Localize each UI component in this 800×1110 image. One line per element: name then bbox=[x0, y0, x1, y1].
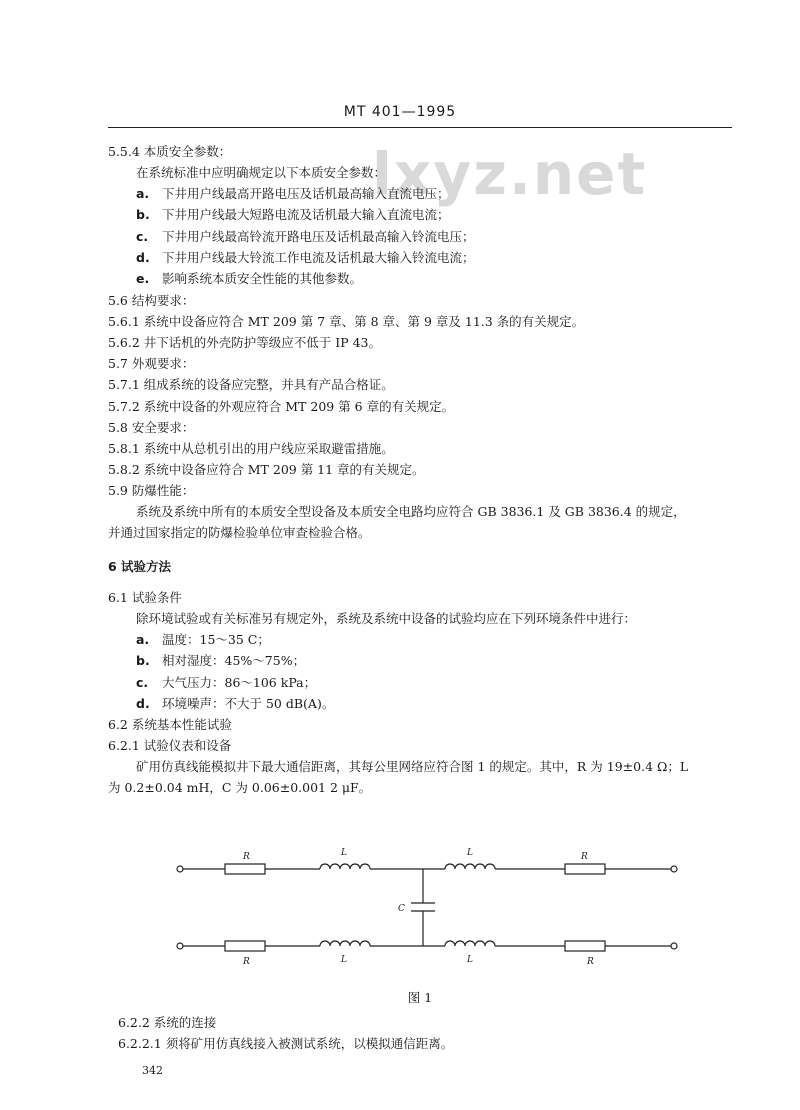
section-6-1-intro: 除环境试验或有关标准另有规定外，系统及系统中设备的试验均应在下列环境条件中进行： bbox=[136, 611, 637, 626]
list-item-text: 温度：15～35 C； bbox=[162, 632, 270, 647]
label-l-top-right: L bbox=[467, 848, 473, 858]
resistor-top-right bbox=[565, 864, 605, 874]
list-item-label: b. bbox=[136, 653, 150, 668]
terminal-bottom-right bbox=[671, 943, 677, 949]
section-5-8-heading: 5.8 安全要求： bbox=[108, 420, 195, 435]
section-5-8-1: 5.8.1 系统中从总机引出的用户线应采取避雷措施。 bbox=[108, 441, 394, 456]
section-6-2-1-heading: 6.2.1 试验仪表和设备 bbox=[108, 738, 232, 753]
list-item-text: 下井用户线最高开路电压及话机最高输入直流电压； bbox=[162, 186, 450, 201]
list-item bbox=[136, 249, 475, 267]
resistor-top-left bbox=[225, 864, 265, 874]
section-5-9-paragraph-line-2: 并通过国家指定的防爆检验单位审查检验合格。 bbox=[108, 525, 371, 540]
standard-code-header: MT 401—1995 bbox=[343, 104, 457, 120]
list-item-text: 环境噪声：不大于 50 dB(A)。 bbox=[162, 696, 335, 711]
list-item-label: c. bbox=[136, 229, 149, 244]
list-item-label: a. bbox=[136, 186, 150, 201]
section-5-8-2: 5.8.2 系统中设备应符合 MT 209 第 11 章的有关规定。 bbox=[108, 462, 425, 477]
section-5-6-1: 5.6.1 系统中设备应符合 MT 209 第 7 章、第 8 章、第 9 章及 11.3 条的有关规定。 bbox=[108, 314, 585, 329]
section-5-5-4-intro: 在系统标准中应明确规定以下本质安全参数： bbox=[136, 165, 387, 180]
figure-1-circuit-diagram bbox=[160, 830, 700, 970]
list-item bbox=[136, 695, 334, 713]
list-item-label: b. bbox=[136, 207, 150, 222]
list-item-text: 下井用户线最高铃流开路电压及话机最高输入铃流电压； bbox=[162, 229, 475, 244]
watermark: lxyz.net bbox=[372, 140, 648, 208]
terminal-top-left bbox=[177, 866, 183, 872]
list-item-text: 相对湿度：45%～75%； bbox=[162, 653, 306, 668]
list-item bbox=[136, 652, 305, 670]
resistor-bottom-right bbox=[565, 941, 605, 951]
list-item-label: e. bbox=[136, 271, 150, 286]
list-item-text: 大气压力：86～106 kPa； bbox=[162, 675, 317, 690]
label-r-top-right: R bbox=[581, 852, 588, 862]
terminal-top-right bbox=[671, 866, 677, 872]
figure-1-caption: 图 1 bbox=[407, 990, 433, 1005]
section-5-7-2: 5.7.2 系统中设备的外观应符合 MT 209 第 6 章的有关规定。 bbox=[108, 399, 455, 414]
section-5-9-paragraph-line-1: 系统及系统中所有的本质安全型设备及本质安全电路均应符合 GB 3836.1 及 GB 3836.4 的规定， bbox=[136, 504, 686, 519]
section-5-6-heading: 5.6 结构要求： bbox=[108, 293, 195, 308]
label-l-top-left: L bbox=[341, 848, 347, 858]
inductor-bottom-right bbox=[445, 941, 495, 946]
list-item bbox=[136, 228, 475, 246]
section-6-1-heading: 6.1 试验条件 bbox=[108, 590, 182, 605]
section-5-7-1: 5.7.1 组成系统的设备应完整，并具有产品合格证。 bbox=[108, 377, 394, 392]
section-6-2-1-paragraph-line-1: 矿用仿真线能模拟井下最大通信距离，其每公里网络应符合图 1 的规定。其中，R 为 19±0.4 Ω；L bbox=[136, 759, 689, 774]
list-item bbox=[136, 270, 362, 288]
header-rule bbox=[108, 127, 732, 128]
page-number: 342 bbox=[142, 1064, 163, 1077]
label-l-bottom-right: L bbox=[467, 955, 473, 965]
inductor-top-right bbox=[445, 864, 495, 869]
list-item-label: c. bbox=[136, 675, 149, 690]
label-r-bottom-right: R bbox=[587, 957, 594, 967]
section-5-6-2: 5.6.2 井下话机的外壳防护等级应不低于 IP 43。 bbox=[108, 335, 381, 350]
label-r-top-left: R bbox=[243, 852, 250, 862]
section-6-2-2-1: 6.2.2.1 须将矿用仿真线接入被测试系统，以模拟通信距离。 bbox=[118, 1036, 454, 1051]
section-5-9-heading: 5.9 防爆性能： bbox=[108, 483, 195, 498]
list-item bbox=[136, 631, 270, 649]
list-item bbox=[136, 185, 450, 203]
list-item bbox=[136, 674, 316, 692]
list-item-text: 下井用户线最大短路电流及话机最大输入直流电流； bbox=[162, 207, 450, 222]
chapter-6-heading: 6 试验方法 bbox=[108, 559, 172, 574]
section-6-2-heading: 6.2 系统基本性能试验 bbox=[108, 717, 232, 732]
list-item-label: a. bbox=[136, 632, 150, 647]
resistor-bottom-left bbox=[225, 941, 265, 951]
label-c: C bbox=[398, 904, 405, 914]
list-item-label: d. bbox=[136, 696, 150, 711]
inductor-bottom-left bbox=[320, 941, 370, 946]
list-item-text: 下井用户线最大铃流工作电流及话机最大输入铃流电流； bbox=[162, 250, 475, 265]
list-item bbox=[136, 206, 450, 224]
section-6-2-2-heading: 6.2.2 系统的连接 bbox=[118, 1015, 217, 1030]
list-item-text: 影响系统本质安全性能的其他参数。 bbox=[162, 271, 363, 286]
label-l-bottom-left: L bbox=[341, 955, 347, 965]
section-5-5-4-heading: 5.5.4 本质安全参数： bbox=[108, 144, 232, 159]
section-6-2-1-paragraph-line-2: 为 0.2±0.04 mH，C 为 0.06±0.001 2 μF。 bbox=[108, 780, 372, 795]
terminal-bottom-left bbox=[177, 943, 183, 949]
list-item-label: d. bbox=[136, 250, 150, 265]
section-5-7-heading: 5.7 外观要求： bbox=[108, 356, 195, 371]
label-r-bottom-left: R bbox=[243, 957, 250, 967]
inductor-top-left bbox=[320, 864, 370, 869]
